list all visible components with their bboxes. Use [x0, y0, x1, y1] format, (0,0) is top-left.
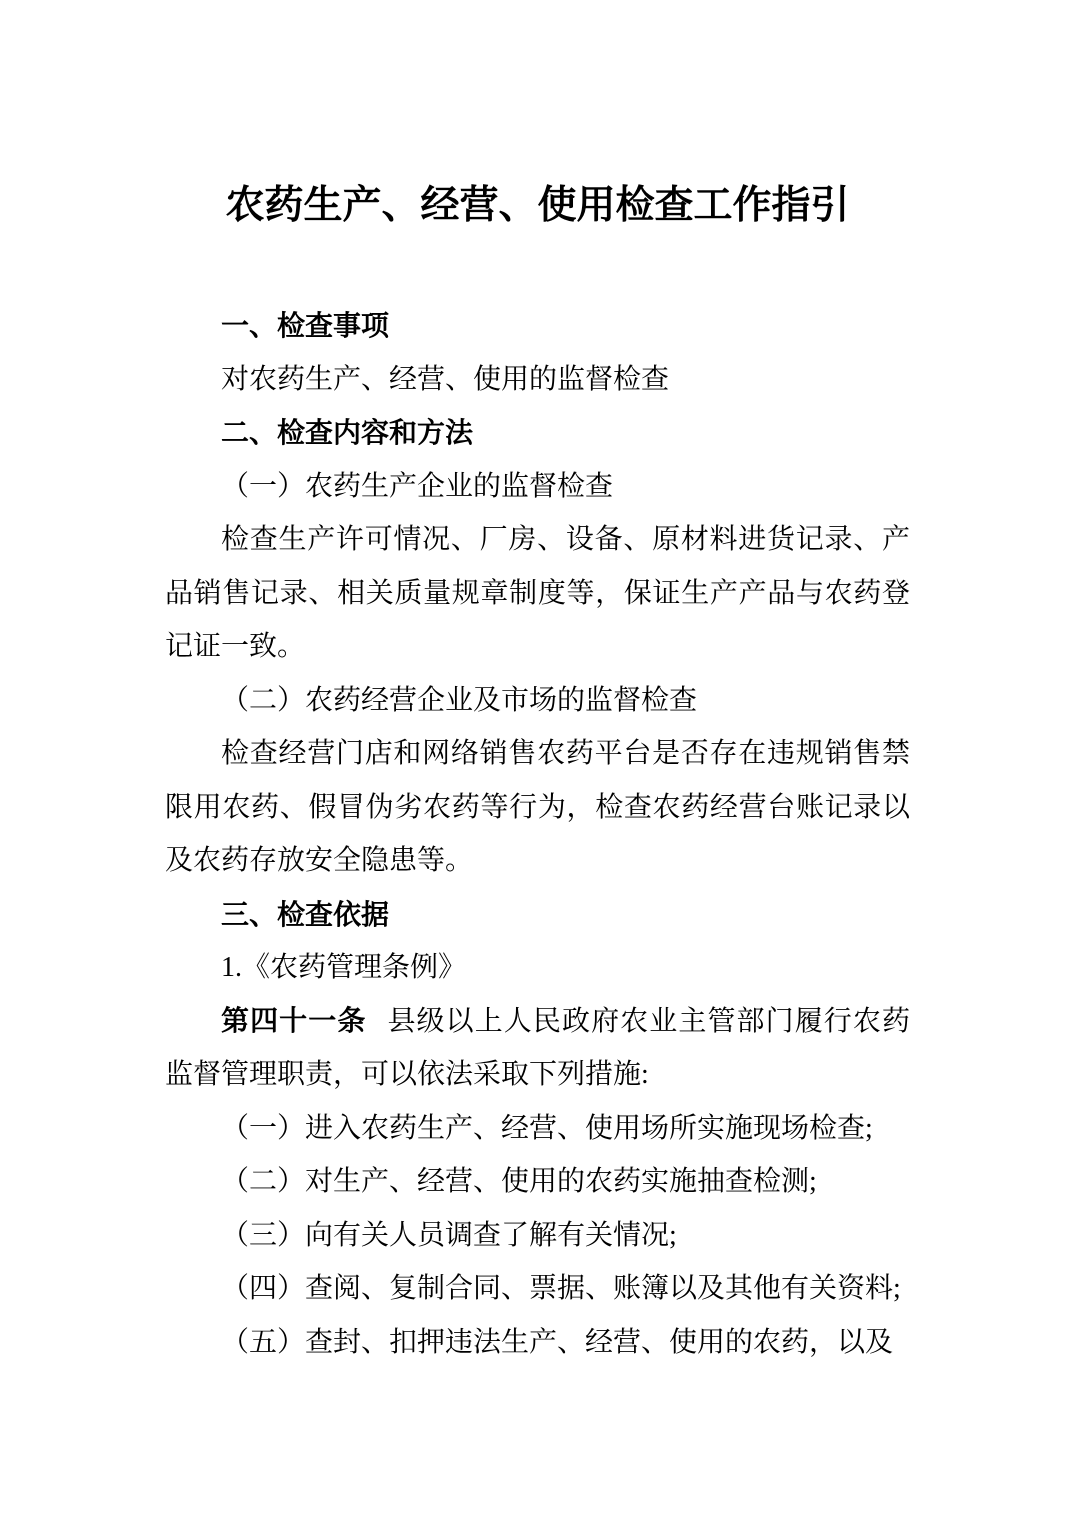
article-41-text: 县级以上人民政府农业主管部门履行农药监督管理职责，可以依法采取下列措施: [165, 1005, 910, 1090]
page-title: 农药生产、经营、使用检查工作指引 [225, 184, 850, 227]
measure-item-3: （三）向有关人员调查了解有关情况; [221, 1219, 677, 1251]
section-2-paragraph-2: 检查经营门店和网络销售农药平台是否存在违规销售禁限用农药、假冒伪劣农药等行为，检查农药经营台账记录以及农药存放安全隐患等。 [165, 738, 910, 876]
section-3-heading: 三、检查依据 [221, 898, 390, 930]
measure-item-4: （四）查阅、复制合同、票据、账簿以及其他有关资料; [221, 1273, 901, 1304]
measure-item-2: （二）对生产、经营、使用的农药实施抽查检测; [221, 1166, 817, 1197]
article-41-paragraph [165, 995, 910, 1102]
section-2-heading: 二、检查内容和方法 [221, 417, 474, 448]
section-1-heading: 一、检查事项 [221, 310, 390, 341]
measure-item-5: （五）查封、扣押违法生产、经营、使用的农药，以及 [221, 1326, 894, 1358]
section-3-reference: 1.《农药管理条例》 [221, 952, 467, 983]
section-1-body: 对农药生产、经营、使用的监督检查 [221, 363, 670, 395]
section-2-subheading-2: （二）农药经营企业及市场的监督检查 [221, 684, 698, 716]
article-41-label: 第四十一条 [221, 1005, 367, 1037]
section-2-paragraph-1: 检查生产许可情况、厂房、设备、原材料进货记录、产品销售记录、相关质量规章制度等，保证生产产品与农药登记证一致。 [165, 524, 910, 662]
measure-item-1: （一）进入农药生产、经营、使用场所实施现场检查; [221, 1112, 873, 1144]
section-2-subheading-1: （一）农药生产企业的监督检查 [221, 470, 614, 502]
